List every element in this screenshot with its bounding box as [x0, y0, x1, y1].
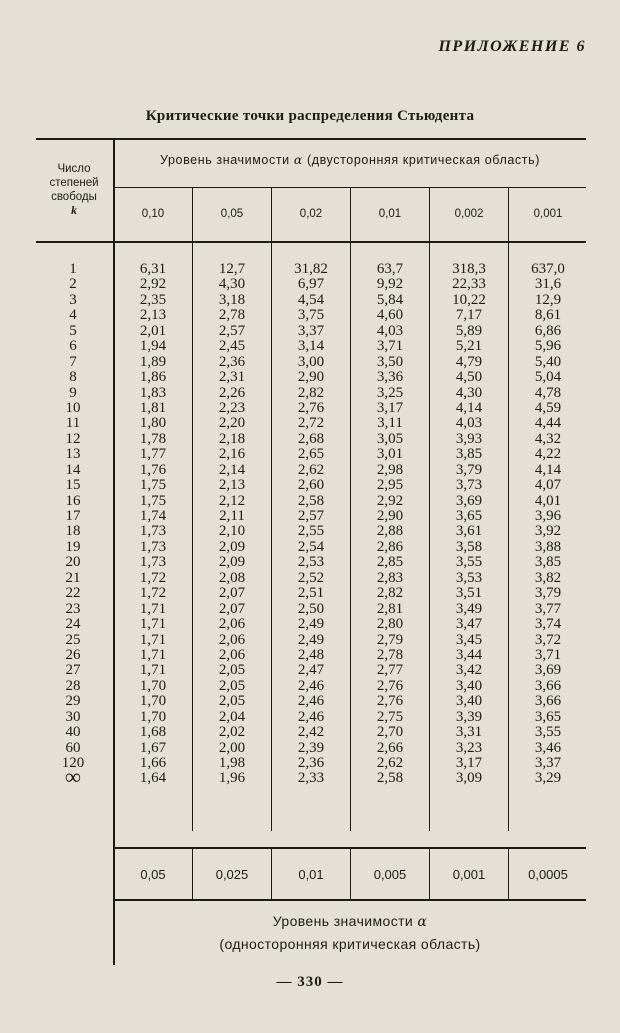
- k-value: 120: [61, 755, 85, 771]
- critical-value-cell: 2,46: [297, 693, 325, 710]
- one-sided-level: 0,0005: [528, 867, 568, 882]
- critical-value-cell: 3,88: [534, 538, 562, 555]
- critical-value-cell: 3,50: [376, 353, 404, 370]
- critical-value-cell: 3,25: [376, 384, 404, 401]
- critical-value-cell: 2,82: [297, 384, 325, 401]
- critical-value-cell: 3,29: [534, 770, 562, 787]
- critical-value-cell: 3,71: [376, 338, 404, 355]
- critical-value-cell: 3,36: [376, 369, 404, 386]
- critical-value-cell: 2,49: [297, 631, 325, 648]
- critical-value-cell: 2,13: [218, 477, 246, 494]
- header-line: свободы: [51, 191, 97, 203]
- critical-value-cell: 3,11: [377, 415, 403, 432]
- critical-value-cell: 1,66: [139, 755, 167, 771]
- critical-value-cell: 4,30: [455, 384, 483, 401]
- critical-value-cell: 4,07: [534, 477, 562, 494]
- critical-value-cell: 2,58: [376, 770, 404, 787]
- critical-value-cell: 2,79: [376, 631, 404, 648]
- two-sided-suffix: (двусторонняя критическая область): [306, 153, 540, 167]
- critical-value-cell: 2,92: [376, 492, 404, 509]
- critical-value-cell: 2,80: [376, 616, 404, 633]
- critical-value-cell: 2,62: [376, 755, 404, 771]
- critical-value-cell: 3,42: [455, 662, 483, 679]
- critical-values-column: [509, 262, 587, 787]
- critical-value-cell: 3,92: [534, 523, 562, 540]
- critical-value-cell: 5,89: [455, 322, 483, 339]
- critical-value-cell: 4,60: [376, 307, 404, 324]
- k-value: 25: [65, 631, 81, 648]
- critical-value-cell: 2,83: [376, 569, 404, 586]
- k-value: 18: [65, 523, 81, 540]
- critical-value-cell: 2,72: [297, 415, 325, 432]
- one-sided-level: 0,05: [140, 867, 166, 882]
- critical-value-cell: 4,59: [534, 399, 562, 416]
- critical-value-cell: 1,73: [139, 554, 167, 571]
- critical-value-cell: 2,48: [297, 646, 325, 663]
- critical-value-cell: 2,26: [218, 384, 246, 401]
- critical-value-cell: 3,17: [376, 399, 404, 416]
- critical-value-cell: 5,04: [534, 369, 562, 386]
- critical-value-cell: 5,21: [455, 338, 483, 355]
- k-value: 2: [69, 276, 77, 293]
- alpha-symbol: α: [293, 152, 303, 167]
- critical-value-cell: 3,77: [534, 600, 562, 617]
- critical-value-cell: 3,14: [297, 338, 325, 355]
- critical-value-cell: 31,82: [294, 261, 328, 277]
- k-value: 24: [65, 616, 81, 633]
- critical-value-cell: 3,55: [455, 554, 483, 571]
- critical-value-cell: 3,40: [455, 677, 483, 694]
- critical-value-cell: 2,06: [218, 646, 246, 663]
- critical-value-cell: 5,84: [376, 291, 404, 308]
- critical-value-cell: 2,62: [297, 461, 325, 478]
- k-value: 13: [65, 446, 81, 463]
- critical-value-cell: 1,98: [218, 755, 246, 771]
- k-value: 11: [65, 415, 81, 432]
- critical-value-cell: 2,00: [218, 739, 246, 756]
- one-sided-level: 0,005: [373, 867, 407, 882]
- critical-value-cell: 2,05: [218, 693, 246, 710]
- critical-value-cell: 3,85: [534, 554, 562, 571]
- critical-value-cell: 2,46: [297, 708, 325, 725]
- rule-top: [36, 138, 586, 140]
- critical-value-cell: 1,64: [139, 770, 167, 787]
- critical-value-cell: 2,47: [297, 662, 325, 679]
- critical-value-cell: 1,70: [139, 708, 167, 725]
- critical-value-cell: 9,92: [376, 276, 404, 293]
- degrees-of-freedom-header: [36, 162, 112, 218]
- critical-value-cell: 1,78: [139, 430, 167, 447]
- critical-value-cell: 2,36: [297, 755, 325, 771]
- critical-value-cell: 4,01: [534, 492, 562, 509]
- critical-value-cell: 3,01: [376, 446, 404, 463]
- k-value: 1: [69, 261, 77, 277]
- critical-value-cell: 3,17: [455, 755, 483, 771]
- critical-value-cell: 3,46: [534, 739, 562, 756]
- two-sided-level: 0,02: [299, 208, 323, 220]
- critical-value-cell: 3,75: [297, 307, 325, 324]
- critical-value-cell: 1,81: [139, 399, 167, 416]
- critical-value-cell: 5,96: [534, 338, 562, 355]
- critical-value-cell: 1,71: [139, 600, 167, 617]
- rule-header-bottom: [36, 241, 586, 243]
- degrees-of-freedom-column: [48, 261, 98, 790]
- critical-value-cell: 2,04: [218, 708, 246, 725]
- critical-value-cell: 1,89: [139, 353, 167, 370]
- critical-value-cell: 2,52: [297, 569, 325, 586]
- critical-value-cell: 1,71: [139, 631, 167, 648]
- critical-value-cell: 2,65: [297, 446, 325, 463]
- critical-value-cell: 1,73: [139, 523, 167, 540]
- critical-value-cell: 2,46: [297, 677, 325, 694]
- critical-value-cell: 3,66: [534, 677, 562, 694]
- one-sided-caption-line1: [114, 910, 586, 933]
- critical-value-cell: 4,14: [455, 399, 483, 416]
- critical-value-cell: 2,31: [218, 369, 246, 386]
- k-value: 60: [65, 739, 81, 756]
- critical-value-cell: 4,78: [534, 384, 562, 401]
- appendix-label: ПРИЛОЖЕНИЕ 6: [438, 38, 586, 55]
- critical-value-cell: 2,08: [218, 569, 246, 586]
- critical-value-cell: 3,37: [297, 322, 325, 339]
- critical-value-cell: 2,50: [297, 600, 325, 617]
- critical-value-cell: 3,74: [534, 616, 562, 633]
- k-value: 27: [65, 662, 81, 679]
- critical-value-cell: 2,92: [139, 276, 167, 293]
- critical-value-cell: 2,35: [139, 291, 167, 308]
- critical-values-column: [272, 262, 350, 787]
- k-value: ∞: [65, 764, 81, 790]
- critical-value-cell: 4,03: [455, 415, 483, 432]
- one-sided-suffix: (односторонняя критическая область): [219, 936, 481, 952]
- critical-value-cell: 2,36: [218, 353, 246, 370]
- critical-value-cell: 1,71: [139, 662, 167, 679]
- two-sided-prefix: Уровень значимости: [160, 153, 290, 167]
- critical-value-cell: 2,18: [218, 430, 246, 447]
- critical-value-cell: 1,96: [218, 770, 246, 787]
- critical-value-cell: 2,76: [376, 677, 404, 694]
- critical-value-cell: 1,71: [139, 646, 167, 663]
- critical-value-cell: 1,74: [139, 508, 167, 524]
- critical-value-cell: 31,6: [534, 276, 562, 293]
- one-sided-caption: [114, 910, 586, 955]
- critical-value-cell: 2,06: [218, 616, 246, 633]
- critical-value-cell: 2,16: [218, 446, 246, 463]
- critical-value-cell: 3,65: [455, 508, 483, 524]
- critical-value-cell: 2,86: [376, 538, 404, 555]
- alpha-symbol: α: [417, 914, 428, 930]
- k-value: 29: [65, 693, 81, 710]
- k-value: 23: [65, 600, 81, 617]
- critical-values-column: [351, 262, 429, 787]
- critical-value-cell: 1,70: [139, 677, 167, 694]
- k-value: 3: [69, 291, 77, 308]
- critical-value-cell: 22,33: [452, 276, 486, 293]
- critical-value-cell: 3,72: [534, 631, 562, 648]
- critical-value-cell: 3,47: [455, 616, 483, 633]
- critical-value-cell: 1,73: [139, 538, 167, 555]
- two-sided-level: 0,001: [533, 208, 563, 220]
- critical-value-cell: 1,76: [139, 461, 167, 478]
- critical-value-cell: 3,31: [455, 724, 483, 741]
- critical-value-cell: 12,9: [534, 291, 562, 308]
- critical-value-cell: 2,01: [139, 322, 167, 339]
- critical-value-cell: 2,07: [218, 585, 246, 602]
- header-line: степеней: [49, 177, 99, 189]
- k-value: 5: [69, 322, 77, 339]
- critical-value-cell: 3,66: [534, 693, 562, 710]
- critical-value-cell: 4,03: [376, 322, 404, 339]
- critical-value-cell: 3,96: [534, 508, 562, 524]
- critical-value-cell: 1,67: [139, 739, 167, 756]
- critical-value-cell: 1,83: [139, 384, 167, 401]
- two-sided-header: [114, 152, 586, 167]
- critical-value-cell: 2,81: [376, 600, 404, 617]
- critical-value-cell: 3,09: [455, 770, 483, 787]
- critical-value-cell: 2,45: [218, 338, 246, 355]
- critical-value-cell: 3,00: [297, 353, 325, 370]
- critical-value-cell: 2,90: [376, 508, 404, 524]
- critical-value-cell: 7,17: [455, 307, 483, 324]
- k-value: 30: [65, 708, 81, 725]
- critical-value-cell: 1,77: [139, 446, 167, 463]
- critical-value-cell: 3,44: [455, 646, 483, 663]
- critical-value-cell: 2,90: [297, 369, 325, 386]
- critical-value-cell: 2,05: [218, 677, 246, 694]
- k-symbol: k: [71, 205, 77, 217]
- k-value: 19: [65, 538, 81, 555]
- critical-value-cell: 2,76: [376, 693, 404, 710]
- k-value: 22: [65, 585, 81, 602]
- critical-value-cell: 1,75: [139, 477, 167, 494]
- critical-value-cell: 63,7: [376, 261, 404, 277]
- critical-value-cell: 1,75: [139, 492, 167, 509]
- critical-value-cell: 4,14: [534, 461, 562, 478]
- critical-value-cell: 2,77: [376, 662, 404, 679]
- critical-value-cell: 318,3: [452, 261, 486, 277]
- critical-value-cell: 2,88: [376, 523, 404, 540]
- one-sided-level: 0,01: [298, 867, 324, 882]
- k-value: 17: [65, 508, 81, 524]
- critical-value-cell: 2,12: [218, 492, 246, 509]
- critical-value-cell: 1,70: [139, 693, 167, 710]
- critical-value-cell: 3,40: [455, 693, 483, 710]
- critical-value-cell: 2,54: [297, 538, 325, 555]
- critical-value-cell: 3,37: [534, 755, 562, 771]
- critical-value-cell: 6,86: [534, 322, 562, 339]
- critical-value-cell: 3,55: [534, 724, 562, 741]
- critical-value-cell: 2,66: [376, 739, 404, 756]
- critical-value-cell: 1,80: [139, 415, 167, 432]
- critical-value-cell: 2,58: [297, 492, 325, 509]
- critical-value-cell: 4,30: [218, 276, 246, 293]
- critical-value-cell: 3,79: [534, 585, 562, 602]
- k-value: 28: [65, 677, 81, 694]
- critical-value-cell: 3,61: [455, 523, 483, 540]
- critical-value-cell: 2,07: [218, 600, 246, 617]
- k-value: 6: [69, 338, 77, 355]
- critical-value-cell: 1,94: [139, 338, 167, 355]
- critical-value-cell: 3,79: [455, 461, 483, 478]
- critical-value-cell: 2,42: [297, 724, 325, 741]
- critical-value-cell: 2,39: [297, 739, 325, 756]
- critical-value-cell: 2,06: [218, 631, 246, 648]
- critical-value-cell: 6,31: [139, 261, 167, 277]
- critical-value-cell: 3,53: [455, 569, 483, 586]
- critical-value-cell: 3,73: [455, 477, 483, 494]
- critical-value-cell: 2,95: [376, 477, 404, 494]
- one-sided-prefix: Уровень значимости: [272, 913, 414, 929]
- critical-value-cell: 8,61: [534, 307, 562, 324]
- critical-value-cell: 3,93: [455, 430, 483, 447]
- critical-value-cell: 3,18: [218, 291, 246, 308]
- critical-value-cell: 2,02: [218, 724, 246, 741]
- page-number: — 330 —: [276, 974, 344, 990]
- critical-value-cell: 2,11: [219, 508, 245, 524]
- critical-value-cell: 2,10: [218, 523, 246, 540]
- critical-value-cell: 1,68: [139, 724, 167, 741]
- critical-value-cell: 12,7: [218, 261, 246, 277]
- two-sided-level: 0,01: [378, 208, 402, 220]
- critical-value-cell: 4,44: [534, 415, 562, 432]
- critical-value-cell: 3,51: [455, 585, 483, 602]
- critical-value-cell: 3,69: [455, 492, 483, 509]
- critical-value-cell: 2,60: [297, 477, 325, 494]
- critical-value-cell: 637,0: [531, 261, 565, 277]
- critical-value-cell: 10,22: [452, 291, 486, 308]
- k-value: 15: [65, 477, 81, 494]
- critical-value-cell: 5,40: [534, 353, 562, 370]
- critical-value-cell: 4,79: [455, 353, 483, 370]
- critical-value-cell: 3,69: [534, 662, 562, 679]
- critical-value-cell: 2,57: [218, 322, 246, 339]
- critical-value-cell: 1,86: [139, 369, 167, 386]
- critical-value-cell: 4,54: [297, 291, 325, 308]
- critical-value-cell: 3,45: [455, 631, 483, 648]
- critical-value-cell: 2,75: [376, 708, 404, 725]
- k-value: 8: [69, 369, 77, 386]
- critical-value-cell: 3,23: [455, 739, 483, 756]
- critical-value-cell: 3,85: [455, 446, 483, 463]
- two-sided-level: 0,10: [141, 208, 165, 220]
- critical-value-cell: 2,49: [297, 616, 325, 633]
- k-value: 26: [65, 646, 81, 663]
- critical-values-column: [114, 262, 192, 787]
- k-value: 16: [65, 492, 81, 509]
- k-value: 7: [69, 353, 77, 370]
- critical-value-cell: 1,72: [139, 569, 167, 586]
- critical-value-cell: 3,39: [455, 708, 483, 725]
- critical-value-cell: 2,33: [297, 770, 325, 787]
- k-value: 20: [65, 554, 81, 571]
- critical-value-cell: 1,71: [139, 616, 167, 633]
- critical-value-cell: 2,53: [297, 554, 325, 571]
- critical-value-cell: 3,65: [534, 708, 562, 725]
- critical-values-column: [430, 262, 508, 787]
- critical-value-cell: 2,68: [297, 430, 325, 447]
- critical-values-column: [193, 262, 271, 787]
- critical-value-cell: 2,76: [297, 399, 325, 416]
- critical-value-cell: 4,22: [534, 446, 562, 463]
- critical-value-cell: 2,14: [218, 461, 246, 478]
- critical-value-cell: 1,72: [139, 585, 167, 602]
- critical-value-cell: 2,20: [218, 415, 246, 432]
- critical-value-cell: 2,78: [376, 646, 404, 663]
- k-value: 12: [65, 430, 81, 447]
- k-value: 40: [65, 724, 81, 741]
- one-sided-level: 0,025: [215, 867, 249, 882]
- critical-value-cell: 3,82: [534, 569, 562, 586]
- critical-value-cell: 2,09: [218, 554, 246, 571]
- critical-value-cell: 2,85: [376, 554, 404, 571]
- k-value: 10: [65, 399, 81, 416]
- critical-value-cell: 3,71: [534, 646, 562, 663]
- critical-value-cell: 2,98: [376, 461, 404, 478]
- two-sided-level: 0,002: [454, 208, 484, 220]
- critical-value-cell: 2,51: [297, 585, 325, 602]
- critical-value-cell: 2,70: [376, 724, 404, 741]
- critical-value-cell: 3,58: [455, 538, 483, 555]
- critical-value-cell: 2,57: [297, 508, 325, 524]
- critical-value-cell: 3,05: [376, 430, 404, 447]
- two-sided-level: 0,05: [220, 208, 244, 220]
- table-title: Критические точки распределения Стьюдента: [145, 108, 475, 124]
- critical-value-cell: 2,13: [139, 307, 167, 324]
- k-value: 4: [69, 307, 77, 324]
- critical-value-cell: 2,23: [218, 399, 246, 416]
- k-value: 9: [69, 384, 77, 401]
- critical-value-cell: 4,32: [534, 430, 562, 447]
- k-value: 21: [65, 569, 81, 586]
- critical-value-cell: 2,82: [376, 585, 404, 602]
- critical-value-cell: 2,09: [218, 538, 246, 555]
- critical-value-cell: 2,55: [297, 523, 325, 540]
- k-value: 14: [65, 461, 81, 478]
- critical-value-cell: 2,78: [218, 307, 246, 324]
- critical-value-cell: 3,49: [455, 600, 483, 617]
- critical-value-cell: 2,05: [218, 662, 246, 679]
- critical-value-cell: 4,50: [455, 369, 483, 386]
- one-sided-level: 0,001: [452, 867, 486, 882]
- header-line: Число: [57, 163, 91, 175]
- critical-value-cell: 6,97: [297, 276, 325, 293]
